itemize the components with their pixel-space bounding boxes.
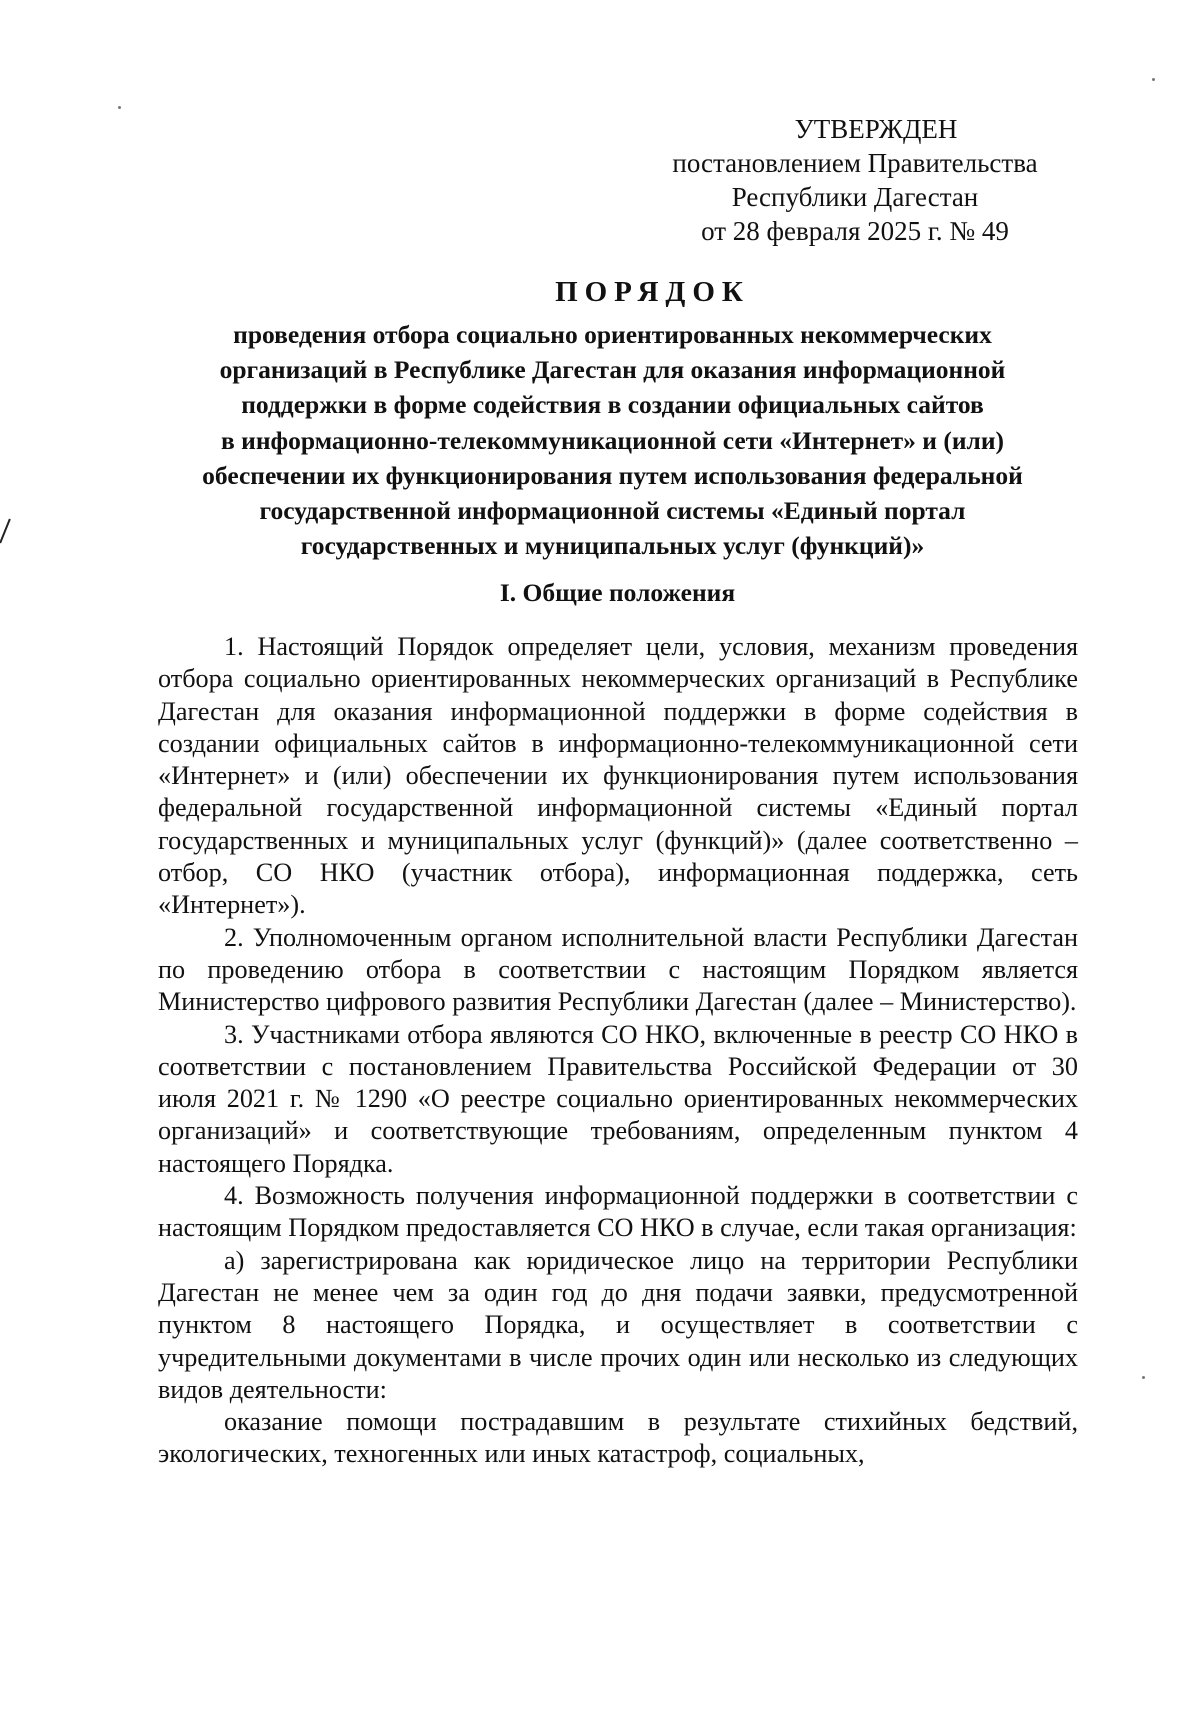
subtitle-line: поддержки в форме содействия в создании официальных сайтов [241,390,984,420]
subtitle-line: государственной информационной системы «Единый портал [259,496,966,526]
approval-line-2: Республики Дагестан [731,182,979,212]
approval-block [620,112,1090,248]
subtitle-line: в информационно-телекоммуникационной сети «Интернет» и (или) [220,425,1005,455]
document-subtitle [150,317,1075,563]
document-title: ПОРЯДОК [555,276,750,308]
paragraph-1: 1. Настоящий Порядок определяет цели, условия, механизм проведения отбора социально ориентированных некоммерческих организаций в Республике Дагестан для оказания информационной поддержки в форме содействия в создании официальных сайтов в информационно-телекоммуникационной сети «Интернет» и (или) обеспечении их функционирования путем использования федеральной государственной информационной системы «Единый портал государственных и муниципальных услуг (функций)» (далее соответственно – отбор, СО НКО (участник отбора), информационная поддержка, сеть «Интернет»). [158,632,1078,920]
paragraph-3: 3. Участниками отбора являются СО НКО, включенные в реестр СО НКО в соответствии с постановлением Правительства Российской Федерации от 30 июля 2021 г. № 1290 «О реестре социально ориентированных некоммерческих организаций» и соответствующие требованиям, определенным пунктом 4 настоящего Порядка. [158,1019,1078,1178]
scan-speck [1142,1376,1145,1379]
section-heading: I. Общие положения [499,578,736,607]
margin-pen-mark [0,519,11,544]
scan-speck [118,106,121,109]
document-body [158,631,1078,1471]
paragraph-2: 2. Уполномоченным органом исполнительной власти Республики Дагестан по проведению отбора в соответствии с настоящим Порядком является Министерство цифрового развития Республики Дагестан (далее – Министерство). [158,922,1078,1017]
subtitle-line: обеспечении их функционирования путем использования федеральной [202,460,1023,490]
scan-speck [1152,78,1155,81]
subtitle-line: организаций в Республике Дагестан для оказания информационной [219,355,1006,385]
approval-line-1: постановлением Правительства [672,148,1038,178]
approval-stamp: УТВЕРЖДЕН [794,114,958,144]
subtitle-line: проведения отбора социально ориентированных некоммерческих [233,320,992,349]
activity-item: оказание помощи пострадавшим в результате стихийных бедствий, экологических, техногенных или иных катастроф, социальных, [158,1407,1078,1469]
subparagraph-a: а) зарегистрирована как юридическое лицо на территории Республики Дагестан не менее чем за один год до дня подачи заявки, предусмотренной пунктом 8 настоящего Порядка, и осуществляет в соответствии с учредительными документами в числе прочих один или несколько из следующих видов деятельности: [158,1245,1078,1404]
paragraph-4: 4. Возможность получения информационной поддержки в соответствии с настоящим Порядком предоставляется СО НКО в случае, если такая организация: [158,1181,1078,1243]
approval-line-3: от 28 февраля 2025 г. № 49 [701,216,1009,246]
subtitle-line: государственных и муниципальных услуг (функций)» [300,531,925,561]
